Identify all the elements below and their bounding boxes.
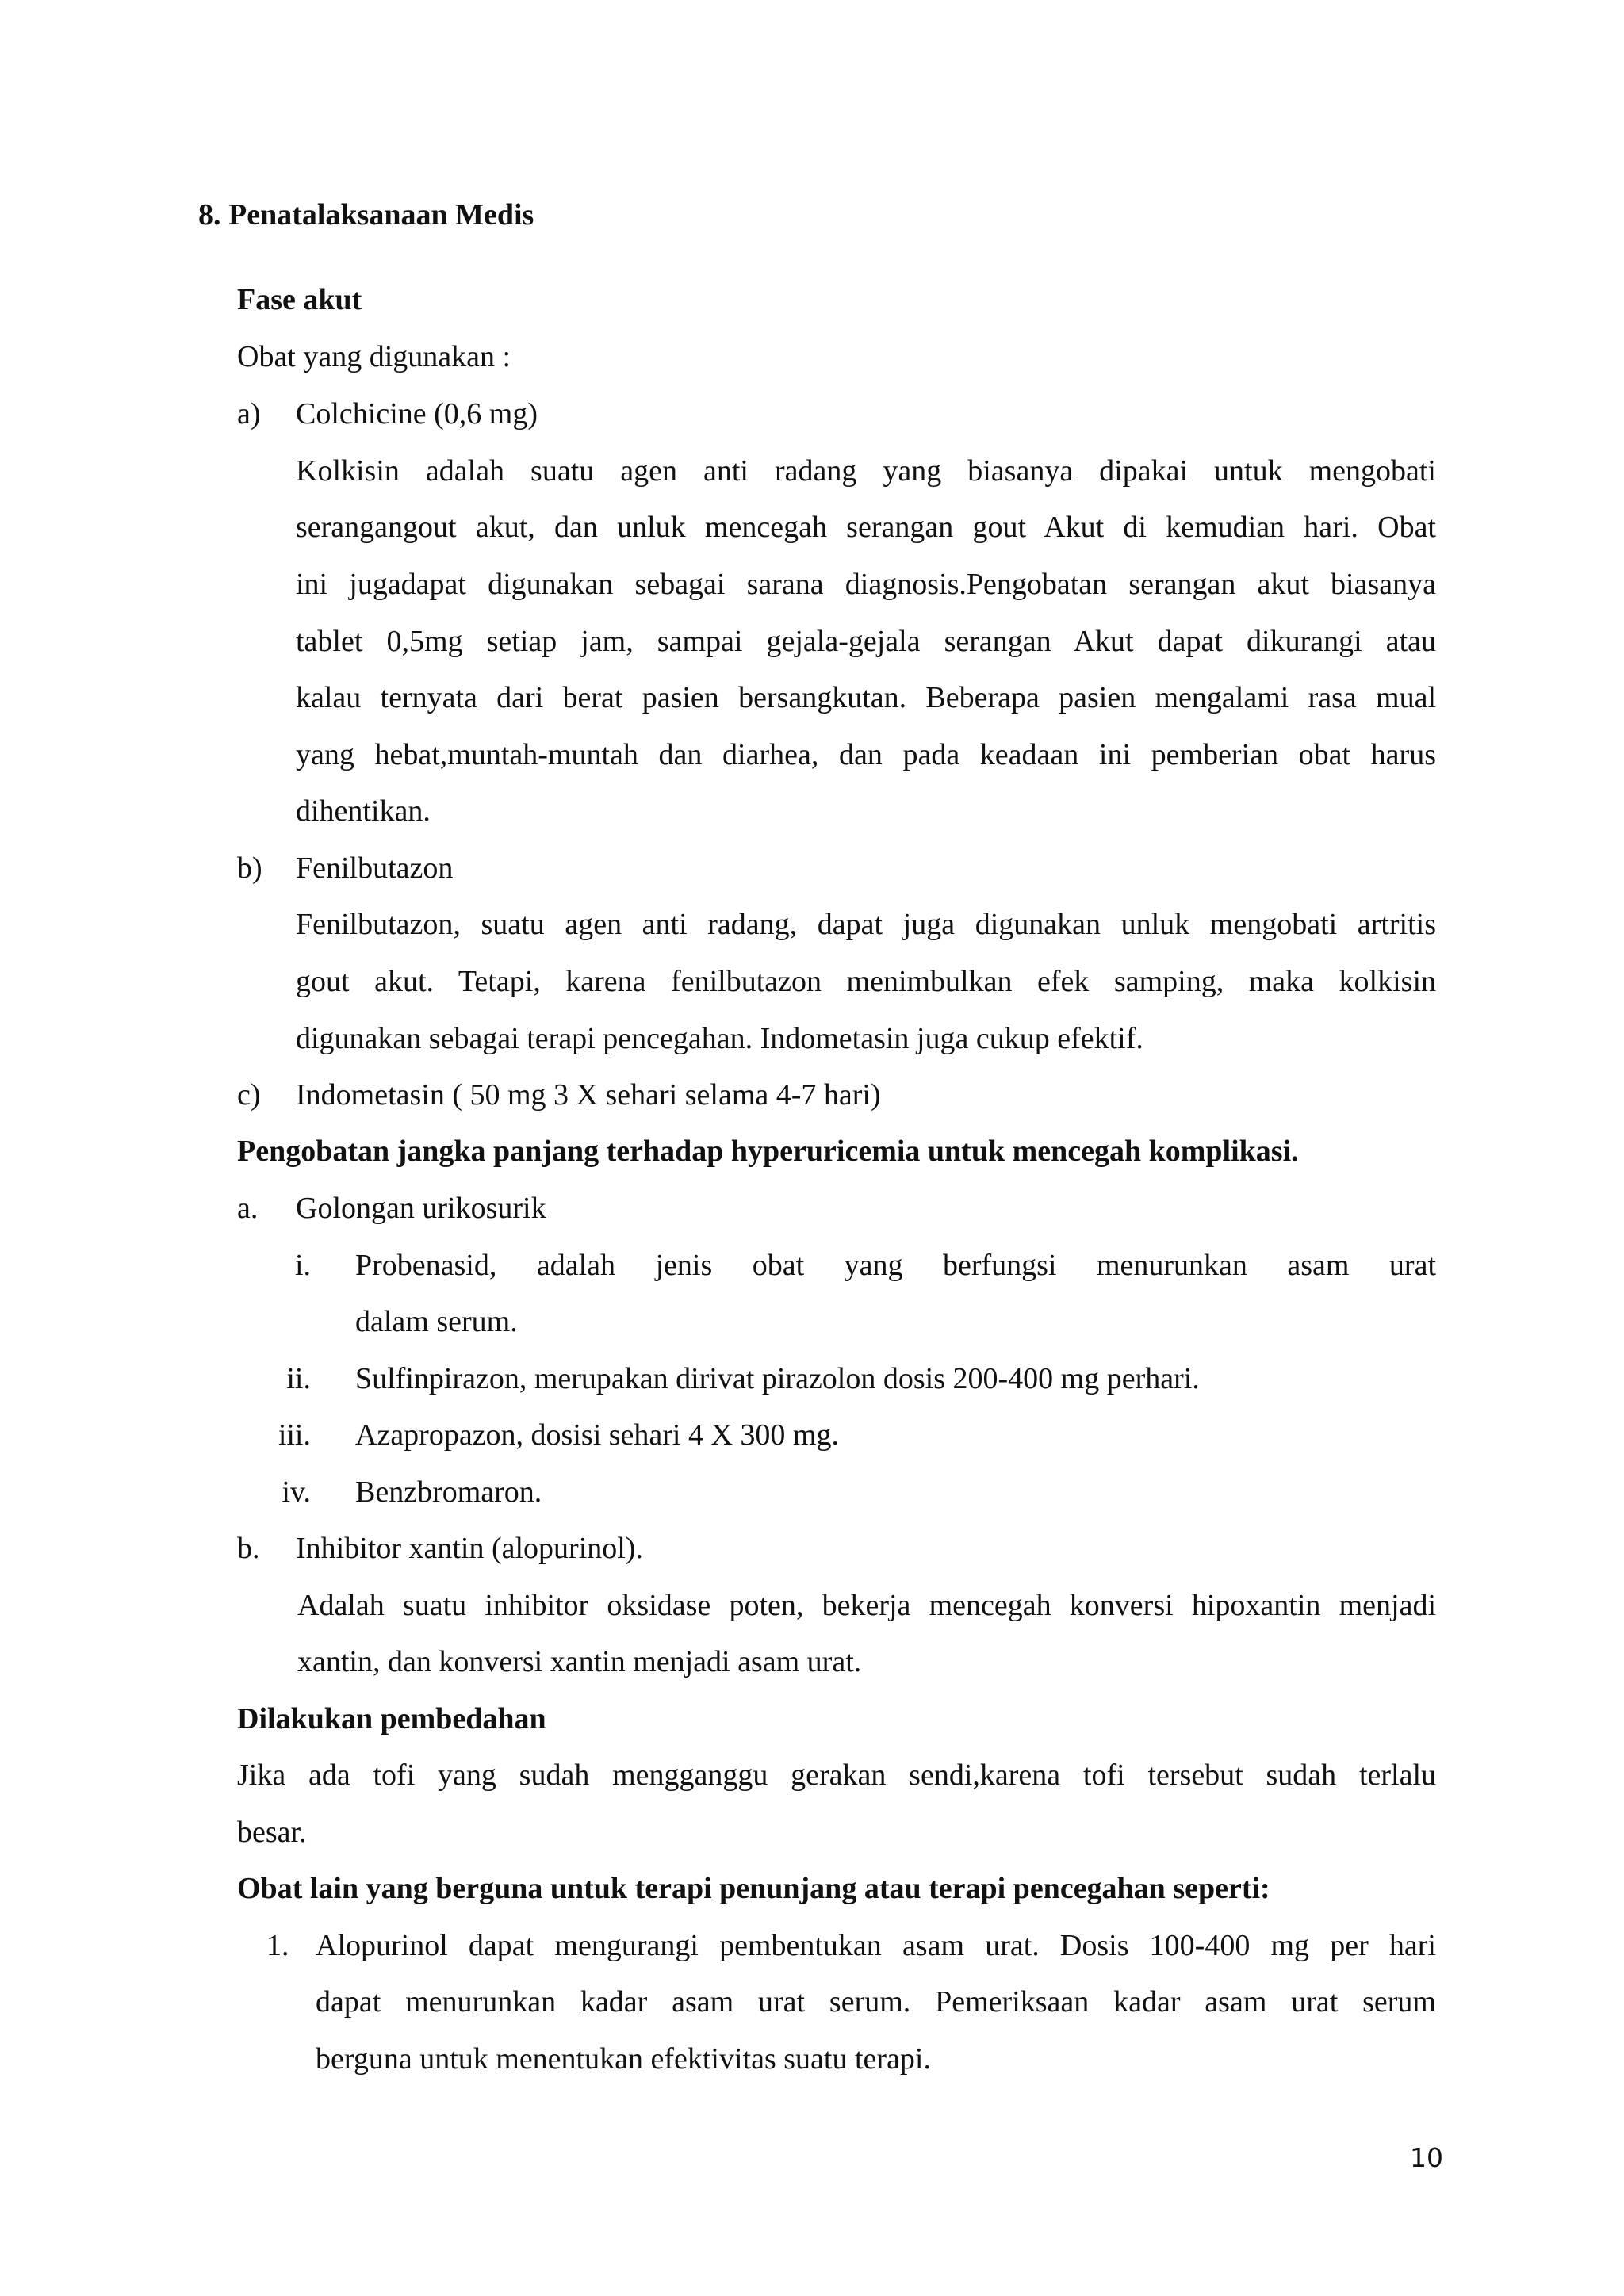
list-marker: a) xyxy=(237,397,261,430)
paragraph-line: tablet 0,5mg setiap jam, sampai gejala-gejala serangan Akut dapat dikurangi atau xyxy=(296,625,1436,658)
paragraph-line: Sulfinpirazon, merupakan dirivat pirazolon dosis 200-400 mg perhari. xyxy=(355,1362,1200,1395)
list-item-title: Indometasin ( 50 mg 3 X sehari selama 4-7 hari) xyxy=(296,1078,881,1112)
subheading-fase-akut: Fase akut xyxy=(237,283,362,316)
paragraph-line: kalau ternyata dari berat pasien bersangkutan. Beberapa pasien mengalami rasa mual xyxy=(296,681,1436,714)
sublist-marker: i. xyxy=(294,1249,311,1282)
paragraph-line: Azapropazon, dosisi sehari 4 X 300 mg. xyxy=(355,1418,839,1452)
page-number: 10 xyxy=(1410,2142,1443,2173)
list-item-title: Golongan urikosurik xyxy=(296,1192,546,1225)
paragraph-line: Alopurinol dapat mengurangi pembentukan asam urat. Dosis 100-400 mg per hari xyxy=(316,1929,1436,1962)
paragraph-line: ini jugadapat digunakan sebagai sarana diagnosis.Pengobatan serangan akut biasanya xyxy=(296,568,1436,601)
paragraph-line: Jika ada tofi yang sudah mengganggu gerakan sendi,karena tofi tersebut sudah terlalu xyxy=(237,1758,1436,1792)
paragraph-line: gout akut. Tetapi, karena fenilbutazon menimbulkan efek samping, maka kolkisin xyxy=(296,965,1436,998)
list-marker: c) xyxy=(237,1078,261,1112)
intro-text: Obat yang digunakan : xyxy=(237,340,511,373)
sublist-marker: iv. xyxy=(282,1475,311,1509)
paragraph-line: digunakan sebagai terapi pencegahan. Indometasin juga cukup efektif. xyxy=(296,1022,1143,1055)
list-item-title: Inhibitor xantin (alopurinol). xyxy=(296,1532,643,1565)
sublist-marker: ii. xyxy=(286,1362,311,1395)
sublist-marker: iii. xyxy=(278,1418,311,1452)
paragraph-line: dihentikan. xyxy=(296,794,431,828)
subheading-pembedahan: Dilakukan pembedahan xyxy=(237,1702,546,1735)
list-item-title: Fenilbutazon xyxy=(296,851,454,885)
paragraph-line: besar. xyxy=(237,1816,307,1849)
paragraph-line: xantin, dan konversi xantin menjadi asam urat. xyxy=(297,1645,862,1678)
paragraph-line: yang hebat,muntah-muntah dan diarhea, dan pada keadaan ini pemberian obat harus xyxy=(296,738,1436,771)
section-heading: 8. Penatalaksanaan Medis xyxy=(198,198,534,232)
list-marker: b. xyxy=(237,1532,260,1565)
subheading-obat-lain: Obat lain yang berguna untuk terapi penunjang atau terapi pencegahan seperti: xyxy=(237,1872,1270,1905)
paragraph-line: berguna untuk menentukan efektivitas suatu terapi. xyxy=(316,2042,931,2076)
paragraph-line: Benzbromaron. xyxy=(355,1475,542,1509)
list-marker: a. xyxy=(237,1192,259,1225)
subheading-jangka-panjang: Pengobatan jangka panjang terhadap hyperuricemia untuk mencegah komplikasi. xyxy=(237,1135,1299,1168)
paragraph-line: Probenasid, adalah jenis obat yang berfungsi menurunkan asam urat xyxy=(355,1249,1436,1282)
paragraph-line: dapat menurunkan kadar asam urat serum. Pemeriksaan kadar asam urat serum xyxy=(316,1985,1436,2019)
paragraph-line: Kolkisin adalah suatu agen anti radang yang biasanya dipakai untuk mengobati xyxy=(296,454,1436,488)
paragraph-line: Fenilbutazon, suatu agen anti radang, dapat juga digunakan unluk mengobati artritis xyxy=(296,908,1436,941)
paragraph-line: dalam serum. xyxy=(355,1305,518,1338)
paragraph-line: Adalah suatu inhibitor oksidase poten, bekerja mencegah konversi hipoxantin menjadi xyxy=(297,1589,1436,1622)
paragraph-line: serangangout akut, dan unluk mencegah serangan gout Akut di kemudian hari. Obat xyxy=(296,511,1436,544)
list-marker: b) xyxy=(237,851,262,885)
list-item-title: Colchicine (0,6 mg) xyxy=(296,397,538,430)
list-marker: 1. xyxy=(266,1929,289,1962)
